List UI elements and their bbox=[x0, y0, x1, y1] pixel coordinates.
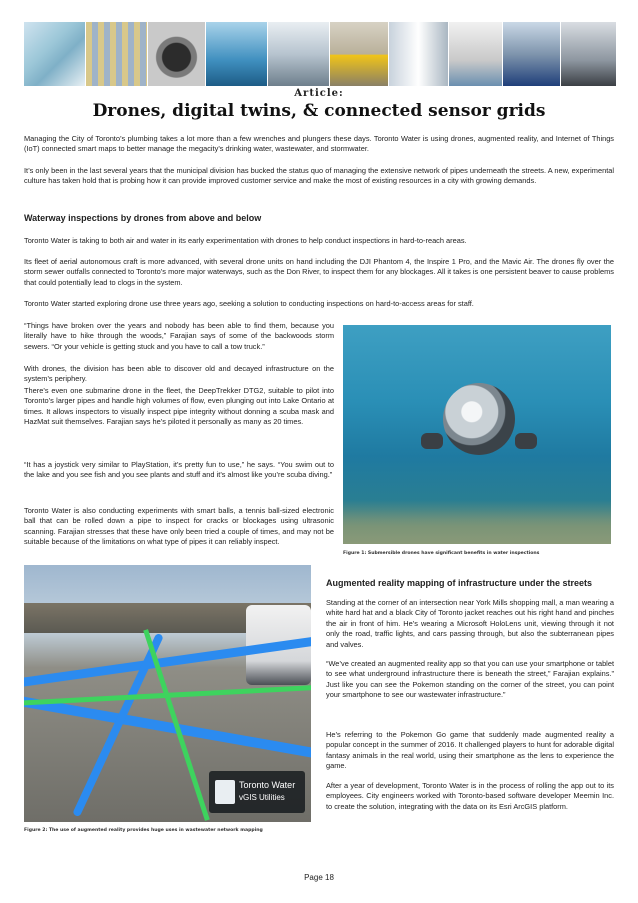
article-kicker: Article: bbox=[294, 88, 344, 99]
article-title: Drones, digital twins, & connected sensor grids bbox=[92, 101, 546, 121]
banner-tank-tile bbox=[449, 22, 503, 86]
banner-machine-tile bbox=[389, 22, 449, 86]
column-paragraph: “Things have broken over the years and nobody has been able to find them, because you literally have to hike through the woods,” Farajian says of some of the backwoods storm sewers. “Or your vehicle is getting stuck and you have to call a tow truck.” bbox=[24, 321, 334, 351]
intro-paragraph: It’s only been in the last several years that the municipal division has bucked the status quo of managing the extensive network of pipes underneath the streets. A new, experimental culture has taken hold that is probing how it can provide improved customer service and make the most of existing resources in a city with growing demands. bbox=[24, 166, 614, 186]
toronto-water-badge bbox=[209, 771, 305, 813]
column-paragraph: There’s even one submarine drone in the fleet, the DeepTrekker DTG2, suitable to pilot into Toronto’s larger pipes and handle high volumes of flow, even plunging out into Lake Ontario at times. It allows inspectors to visually inspect pipe integrity without donning a scuba mask and HazMat suit themselves. Farajian says he’s piloted it personally as many as 20 times. bbox=[24, 386, 334, 427]
section2-paragraph: Standing at the corner of an intersection near York Mills shopping mall, a man wearing a white hard hat and a black City of Toronto jacket reaches out his right hand and pinches the air in front of him. He’s wearing a Microsoft HoloLens unit, viewing through it not only the road, traffic lights, and cars passing through, but also the subterranean pipes and valves. bbox=[326, 598, 614, 649]
banner-worker-tile bbox=[330, 22, 388, 86]
figure1-caption: Figure 1: Submersible drones have significant benefits in water inspections bbox=[343, 551, 540, 556]
section1-paragraph: Toronto Water started exploring drone use three years ago, seeking a solution to conducting inspections on hard-to-access areas for staff. bbox=[24, 299, 474, 308]
badge-subtitle: vGIS Utilities bbox=[239, 793, 285, 802]
banner-hall-tile bbox=[503, 22, 561, 86]
section-heading-drones: Waterway inspections by drones from above and below bbox=[24, 213, 262, 223]
figure-submersible-drone bbox=[343, 325, 611, 544]
lake-bed bbox=[343, 500, 611, 544]
badge-logo-icon bbox=[215, 780, 235, 804]
figure2-caption: Figure 2: The use of augmented reality provides huge uses in wastewater network mapping bbox=[24, 828, 263, 833]
banner-map-tile bbox=[24, 22, 86, 86]
banner-plant-tile bbox=[268, 22, 330, 86]
column-paragraph: “It has a joystick very similar to PlayStation, it’s pretty fun to use,” he says. “You swim out to the lake and you see fish and you see plants and stuff and it’s almost like you’re scuba diving.” bbox=[24, 460, 334, 480]
column-paragraph: Toronto Water is also conducting experiments with smart balls, a tennis ball-sized electronic ball that can be rolled down a pipe to inspect for cracks or blockages using ultrasonic scanning. Farajian stresses that these have only been tried a couple of times, and may not be suitable because of the limitations on what type of pipes it can reliably inspect. bbox=[24, 506, 334, 547]
drone-thruster-right bbox=[515, 433, 537, 449]
intro-paragraph: Managing the City of Toronto’s plumbing takes a lot more than a few wrenches and plungers these days. Toronto Water is using drones, augmented reality, and Internet of Things (IoT) connected smart maps to better manage the megacity’s drinking water, wastewater, and stormwater. bbox=[24, 134, 614, 154]
section2-paragraph: He’s referring to the Pokemon Go game that suddenly made augmented reality a popular concept in the summer of 2016. It challenged players to hunt for adorable digital fantasy animals in the real world, using their smartphone as the lens to experience the game. bbox=[326, 730, 614, 771]
page-number: Page 18 bbox=[304, 873, 334, 882]
drone-body bbox=[443, 383, 515, 455]
banner-water-tile bbox=[206, 22, 268, 86]
column-paragraph: With drones, the division has been able to discover old and decayed infrastructure on the system’s periphery. bbox=[24, 364, 334, 384]
banner-pipe-tile bbox=[148, 22, 206, 86]
section1-paragraph: Toronto Water is taking to both air and water in its early experimentation with drones to help conduct inspections in hard-to-reach areas. bbox=[24, 236, 467, 245]
section1-paragraph: Its fleet of aerial autonomous craft is more advanced, with several drone units on hand including the DJI Phantom 4, the Inspire 1 Pro, and the Mavic Air. The drones fly over the storm sewer outfalls connected to Toronto’s more major waterways, such as the Don River, to inspect them for any blockages. All it takes is one persistent beaver to cause problems that could potentially lead to clogs in the system. bbox=[24, 257, 614, 287]
figure-ar-street bbox=[24, 565, 311, 822]
section-heading-ar: Augmented reality mapping of infrastructure under the streets bbox=[326, 578, 593, 588]
drone-thruster-left bbox=[421, 433, 443, 449]
section2-paragraph: After a year of development, Toronto Water is in the process of rolling the app out to its employees. City engineers worked with Toronto-based software developer Meemin Inc. to create the solution, integrating with the data on its Esri ArcGIS platform. bbox=[326, 781, 614, 811]
banner-person-tile bbox=[561, 22, 616, 86]
section2-paragraph: “We’ve created an augmented reality app so that you can use your smartphone or tablet to see what underground infrastructure there is beneath the street,” Farajian explains.” Just like you can see the Pokemon standing on the corner of the street, you can point your smartphone to see our wastewater infrastructure.” bbox=[326, 659, 614, 700]
banner-grid-tile bbox=[86, 22, 148, 86]
badge-title: Toronto Water bbox=[239, 780, 296, 790]
header-banner bbox=[24, 22, 616, 86]
